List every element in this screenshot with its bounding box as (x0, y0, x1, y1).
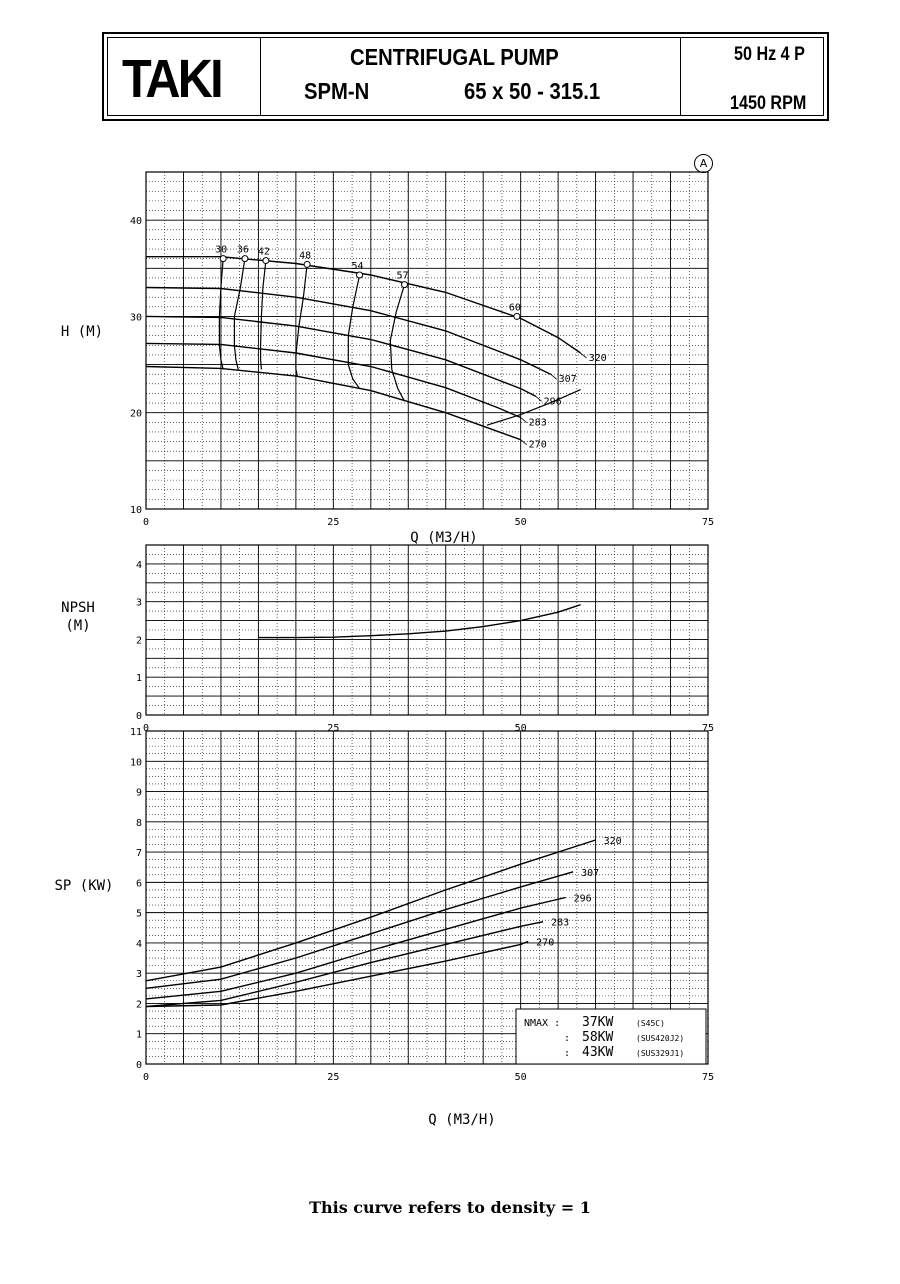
x-tick-label: 0 (142, 1072, 150, 1083)
x-tick-label: 25 (327, 1072, 340, 1083)
x-tick-label: 50 (514, 1072, 527, 1083)
y-tick-label: 5 (135, 908, 142, 920)
y-tick-label: 40 (129, 216, 142, 228)
brand-logo: TAKI (122, 49, 221, 109)
nmax-material: (SUS420J2) (636, 1034, 685, 1043)
nmax-label: NMAX : (524, 1018, 561, 1029)
y-tick-label: 7 (135, 848, 142, 860)
x-tick-label: 75 (701, 723, 715, 734)
y-tick-label: 20 (129, 408, 142, 420)
chart-npsh (61, 545, 714, 734)
y-tick-label: 6 (135, 878, 142, 890)
sheet-mark: A (694, 154, 713, 173)
y-tick-label: 3 (135, 969, 142, 981)
efficiency-marker (242, 256, 248, 262)
y-tick-label: 0 (135, 1060, 142, 1071)
nmax-separator: : (564, 1048, 571, 1059)
power-curve-270 (146, 941, 528, 1006)
nmax-material: (S45C) (636, 1019, 665, 1028)
chart-head (61, 172, 714, 546)
y-tick-label: 4 (135, 559, 142, 571)
impeller-label: 270 (528, 439, 547, 451)
rotation-speed: 1450 RPM (730, 93, 807, 114)
leader-line (551, 374, 557, 379)
y-axis-label: SP (KW) (54, 878, 114, 894)
y-tick-label: 1 (135, 1029, 142, 1041)
x-tick-label: 50 (514, 517, 527, 528)
efficiency-label: 42 (257, 246, 270, 258)
nmax-value: 43KW (582, 1045, 614, 1060)
y-tick-label: 10 (129, 505, 142, 516)
impeller-label: 270 (536, 937, 555, 949)
nmax-value: 37KW (582, 1015, 614, 1030)
efficiency-curve-54 (348, 275, 359, 389)
efficiency-marker (357, 272, 363, 278)
efficiency-label: 30 (215, 244, 228, 256)
impeller-label: 307 (558, 374, 577, 386)
y-tick-label: 10 (129, 757, 142, 769)
x-tick-label: 0 (142, 723, 150, 734)
x-axis-label: Q (M3/H) (410, 530, 478, 546)
y-tick-label: 11 (129, 727, 142, 738)
y-tick-label: 3 (135, 597, 142, 609)
y-tick-label: 4 (135, 938, 142, 950)
impeller-label: 296 (543, 396, 562, 408)
y-tick-label: 8 (135, 817, 142, 829)
pump-size: 65 x 50 - 315.1 (464, 78, 601, 104)
efficiency-marker (304, 261, 310, 267)
x-tick-label: 75 (701, 1072, 715, 1083)
npsh-curve (258, 605, 580, 638)
impeller-label: 283 (528, 417, 547, 429)
y-tick-label: 9 (135, 787, 142, 799)
efficiency-label: 57 (396, 270, 409, 282)
efficiency-label: 48 (299, 250, 312, 262)
power-curve-307 (146, 872, 573, 989)
efficiency-marker (514, 313, 520, 319)
y-tick-label: 0 (135, 711, 142, 722)
efficiency-label: 60 (508, 302, 521, 314)
density-note: This curve refers to density = 1 (309, 1198, 591, 1217)
chart-power (54, 727, 714, 1128)
frequency-poles: 50 Hz 4 P (734, 44, 805, 65)
pump-series: SPM-N (304, 78, 370, 104)
nmax-separator: : (564, 1033, 571, 1044)
impeller-label: 283 (551, 917, 570, 929)
x-tick-label: 50 (514, 723, 527, 734)
y-axis-label: (M) (65, 618, 91, 634)
efficiency-curve-42 (261, 261, 266, 370)
y-tick-label: 1 (135, 673, 142, 685)
efficiency-label: 54 (351, 261, 364, 273)
y-tick-label: 2 (135, 635, 142, 647)
x-axis-label: Q (M3/H) (428, 1112, 496, 1128)
pump-title: CENTRIFUGAL PUMP (350, 44, 559, 70)
leader-line (536, 396, 542, 401)
efficiency-marker (402, 282, 408, 288)
efficiency-marker (263, 258, 269, 264)
nmax-material: (SUS329J1) (636, 1049, 685, 1058)
x-tick-label: 0 (142, 517, 150, 528)
x-tick-label: 75 (701, 517, 715, 528)
impeller-label: 320 (588, 353, 607, 365)
leader-line (521, 440, 527, 445)
impeller-label: 296 (573, 893, 592, 905)
efficiency-marker (220, 256, 226, 262)
y-axis-label: H (M) (60, 324, 104, 340)
y-tick-label: 2 (135, 999, 142, 1011)
efficiency-curve-48 (296, 264, 307, 376)
impeller-label: 307 (581, 867, 600, 879)
nmax-value: 58KW (582, 1030, 614, 1045)
leader-line (521, 418, 527, 423)
impeller-label: 320 (603, 835, 622, 847)
y-axis-label: NPSH (61, 600, 95, 616)
x-tick-label: 25 (327, 517, 340, 528)
efficiency-label: 36 (236, 244, 249, 256)
leader-line (581, 353, 587, 358)
y-tick-label: 30 (129, 312, 142, 324)
x-tick-label: 25 (327, 723, 340, 734)
